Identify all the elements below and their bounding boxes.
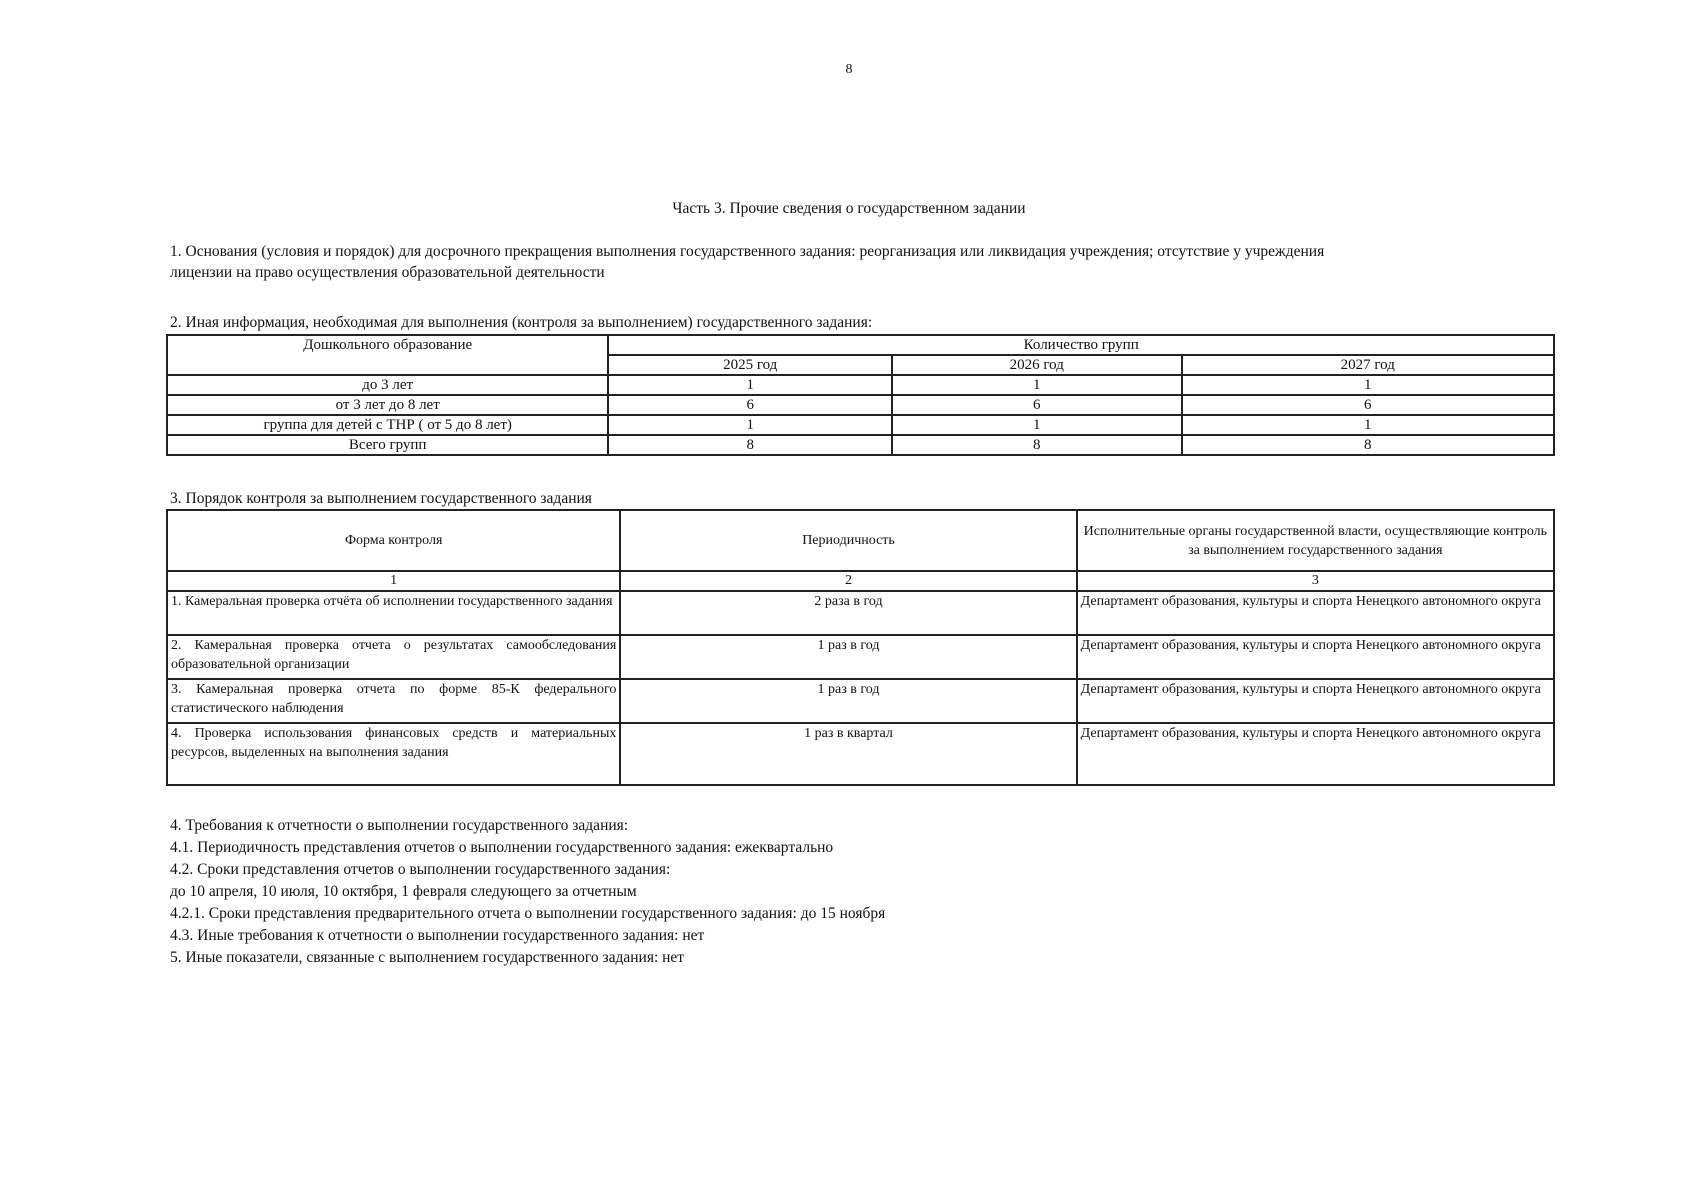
control-organ: Департамент образования, культуры и спорта Ненецкого автономного округа bbox=[1077, 679, 1554, 723]
cell-value: 6 bbox=[608, 395, 892, 415]
section1-line2: лицензии на право осуществления образовательной деятельности bbox=[170, 264, 605, 281]
control-form: 2. Камеральная проверка отчета о результатах самообследования образовательной организации bbox=[167, 635, 620, 679]
form-header: Форма контроля bbox=[167, 510, 620, 571]
preschool-header: Дошкольного образование bbox=[167, 335, 608, 375]
table-row bbox=[167, 375, 1554, 395]
group-count-header: Количество групп bbox=[608, 335, 1554, 355]
requirement-line: 5. Иные показатели, связанные с выполнением государственного задания: нет bbox=[170, 949, 685, 966]
requirement-line: 4.2. Сроки представления отчетов о выполнении государственного задания: bbox=[170, 861, 671, 878]
control-form: 3. Камеральная проверка отчета по форме 85-К федерального статистического наблюдения bbox=[167, 679, 620, 723]
cell-value: 1 bbox=[608, 375, 892, 395]
control-period: 2 раза в год bbox=[620, 591, 1076, 635]
requirement-line: 4. Требования к отчетности о выполнении государственного задания: bbox=[170, 817, 629, 834]
cell-value: 8 bbox=[1182, 435, 1554, 455]
cell-value: 8 bbox=[892, 435, 1182, 455]
requirement-line: до 10 апреля, 10 июля, 10 октября, 1 февраля следующего за отчетным bbox=[170, 883, 637, 900]
requirement-line: 4.1. Периодичность представления отчетов о выполнении государственного задания: ежеквартально bbox=[170, 839, 834, 856]
section2-heading: 2. Иная информация, необходимая для выполнения (контроля за выполнением) государственного задания: bbox=[170, 314, 873, 331]
row-label: Всего групп bbox=[167, 435, 608, 455]
year-header: 2026 год bbox=[892, 355, 1182, 375]
part-title: Часть 3. Прочие сведения о государственном задании bbox=[672, 200, 1026, 217]
table-row bbox=[167, 591, 1554, 635]
groups-table bbox=[166, 334, 1555, 456]
control-organ: Департамент образования, культуры и спорта Ненецкого автономного округа bbox=[1077, 635, 1554, 679]
control-form: 4. Проверка использования финансовых средств и материальных ресурсов, выделенных на выполнения задания bbox=[167, 723, 620, 785]
control-period: 1 раз в год bbox=[620, 679, 1076, 723]
table-header-numbers bbox=[167, 571, 1554, 591]
control-period: 1 раз в квартал bbox=[620, 723, 1076, 785]
column-number: 1 bbox=[167, 571, 620, 591]
organ-header: Исполнительные органы государственной власти, осуществляющие контроль за выполнением государственного задания bbox=[1077, 510, 1554, 571]
table-row bbox=[167, 723, 1554, 785]
cell-value: 6 bbox=[892, 395, 1182, 415]
table-row bbox=[167, 635, 1554, 679]
table-header-row bbox=[167, 510, 1554, 571]
period-header: Периодичность bbox=[620, 510, 1076, 571]
table-header-row bbox=[167, 335, 1554, 355]
year-header: 2025 год bbox=[608, 355, 892, 375]
section1-line1: 1. Основания (условия и порядок) для досрочного прекращения выполнения государственного задания: реорганизация или ликвидация учреждения; отсутствие у учреждения bbox=[170, 243, 1325, 260]
row-label: до 3 лет bbox=[167, 375, 608, 395]
cell-value: 8 bbox=[608, 435, 892, 455]
requirement-line: 4.2.1. Сроки представления предварительного отчета о выполнении государственного задания: до 15 ноября bbox=[170, 905, 886, 922]
row-label: от 3 лет до 8 лет bbox=[167, 395, 608, 415]
cell-value: 1 bbox=[1182, 375, 1554, 395]
table-row bbox=[167, 395, 1554, 415]
cell-value: 1 bbox=[608, 415, 892, 435]
requirements-section bbox=[170, 815, 1550, 969]
section3-heading: 3. Порядок контроля за выполнением государственного задания bbox=[170, 490, 592, 507]
requirement-line: 4.3. Иные требования к отчетности о выполнении государственного задания: нет bbox=[170, 927, 705, 944]
control-organ: Департамент образования, культуры и спорта Ненецкого автономного округа bbox=[1077, 723, 1554, 785]
control-period: 1 раз в год bbox=[620, 635, 1076, 679]
control-organ: Департамент образования, культуры и спорта Ненецкого автономного округа bbox=[1077, 591, 1554, 635]
cell-value: 1 bbox=[1182, 415, 1554, 435]
control-table bbox=[166, 509, 1555, 786]
table-row bbox=[167, 435, 1554, 455]
cell-value: 1 bbox=[892, 415, 1182, 435]
column-number: 3 bbox=[1077, 571, 1554, 591]
table-row bbox=[167, 415, 1554, 435]
year-header: 2027 год bbox=[1182, 355, 1554, 375]
table-row bbox=[167, 679, 1554, 723]
control-form: 1. Камеральная проверка отчёта об исполнении государственного задания bbox=[167, 591, 620, 635]
row-label: группа для детей с ТНР ( от 5 до 8 лет) bbox=[167, 415, 608, 435]
cell-value: 1 bbox=[892, 375, 1182, 395]
cell-value: 6 bbox=[1182, 395, 1554, 415]
page-number: 8 bbox=[845, 62, 853, 77]
column-number: 2 bbox=[620, 571, 1076, 591]
